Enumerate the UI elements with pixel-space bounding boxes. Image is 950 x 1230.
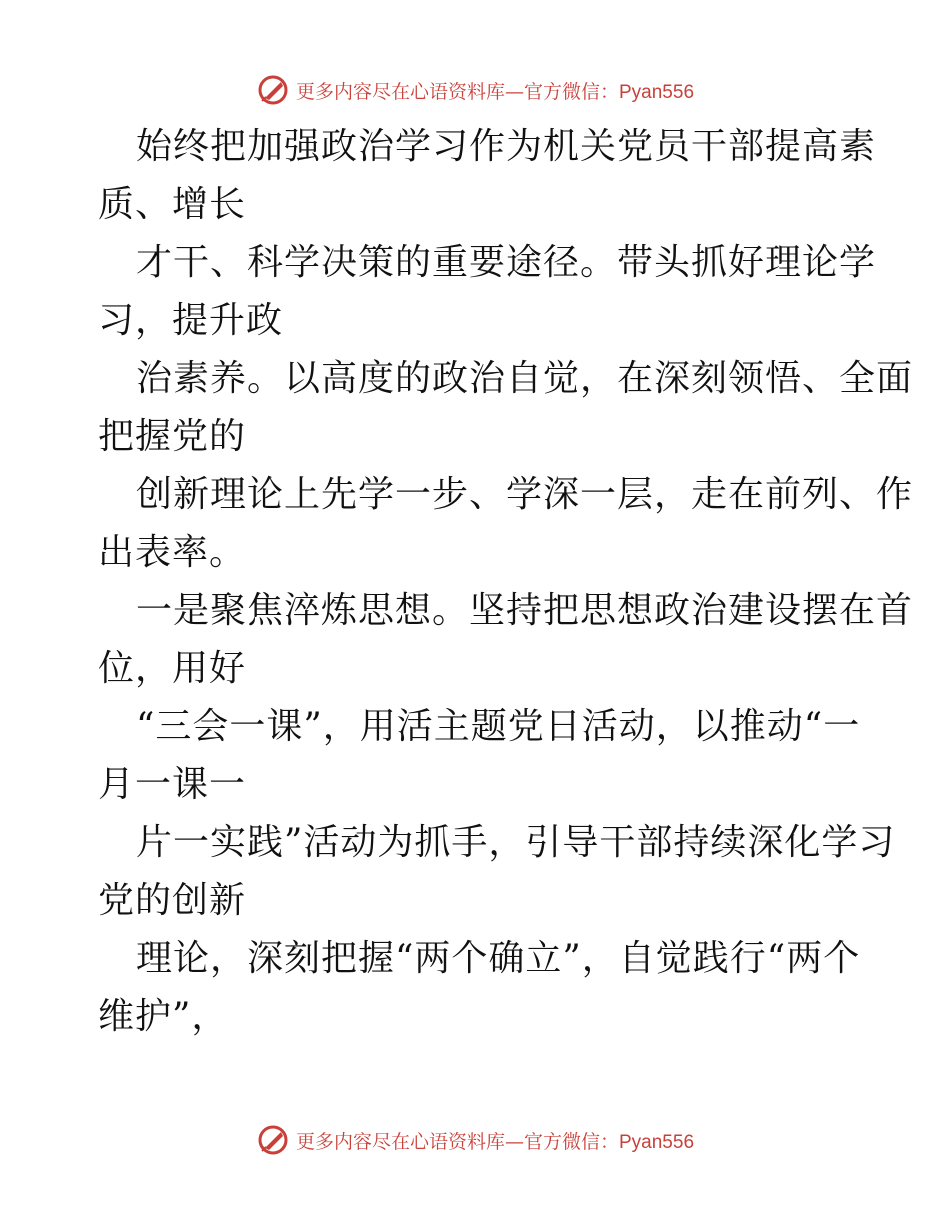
text-line: 才干、科学决策的重要途径。带头抓好理论学 [136, 242, 877, 283]
watermark-dash: — [504, 80, 524, 103]
watermark-prefix: 更多内容尽在心语资料库 [295, 1130, 505, 1153]
watermark-prefix: 更多内容尽在心语资料库 [295, 80, 505, 103]
text-line: 月一课一 [98, 764, 247, 805]
text-line: 一是聚焦淬炼思想。坚持把思想政治建设摆在首 [136, 590, 914, 631]
text-line: 维护”， [98, 996, 229, 1037]
text-line: 出表率。 [98, 532, 247, 573]
watermark-text [296, 77, 694, 104]
footer-watermark [0, 1120, 950, 1160]
watermark-wechat-id: Pyan556 [619, 81, 695, 103]
text-line: 始终把加强政治学习作为机关党员干部提高素 [136, 126, 877, 167]
header-watermark [0, 70, 950, 110]
quill-logo-icon [256, 73, 290, 107]
text-line: 创新理论上先学一步、学深一层，走在前列、作 [136, 474, 914, 515]
text-line: 片一实践”活动为抓手，引导干部持续深化学习 [136, 822, 896, 863]
text-line: 位，用好 [98, 648, 247, 689]
text-line: 理论，深刻把握“两个确立”，自觉践行“两个 [136, 938, 861, 979]
document-body [98, 118, 914, 1046]
watermark-text [296, 1127, 694, 1154]
text-line: 治素养。以高度的政治自觉，在深刻领悟、全面 [136, 358, 914, 399]
text-line: 党的创新 [98, 880, 247, 921]
quill-logo-icon [256, 1123, 290, 1157]
text-line: 把握党的 [98, 416, 247, 457]
text-line: 习，提升政 [98, 300, 284, 341]
text-line: “三会一课”，用活主题党日活动，以推动“一 [136, 706, 861, 747]
watermark-official: 官方微信： [523, 80, 619, 103]
watermark-official: 官方微信： [523, 1130, 619, 1153]
text-line: 质、增长 [98, 184, 247, 225]
watermark-dash: — [504, 1130, 524, 1153]
watermark-wechat-id: Pyan556 [619, 1131, 695, 1153]
